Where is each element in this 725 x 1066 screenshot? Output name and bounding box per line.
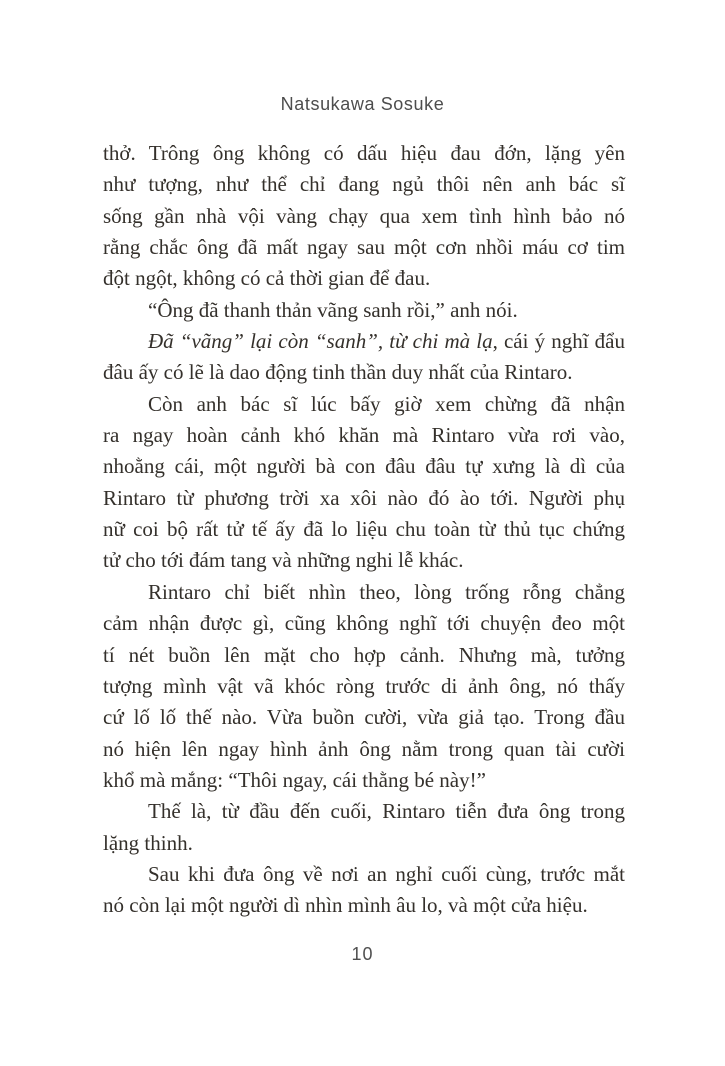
body-text (103, 138, 625, 922)
text-line (103, 577, 625, 608)
text-line (103, 828, 625, 859)
text-segment: Sau khi đưa ông về nơi an nghỉ cuối cùng, trước mắt (148, 861, 625, 886)
text-segment: lặng thinh. (103, 830, 193, 855)
text-segment: Rintaro từ phương trời xa xôi nào đó ào tới. Người phụ (103, 485, 625, 510)
text-line (103, 514, 625, 545)
text-segment: cảm nhận được gì, cũng không nghĩ tới chuyện đeo một (103, 611, 625, 636)
text-line (103, 295, 625, 326)
text-line (103, 483, 625, 514)
text-segment: như tượng, như thể chỉ đang ngủ thôi nên anh bác sĩ (103, 172, 625, 197)
text-segment: “Ông đã thanh thản vãng sanh rồi,” anh nói. (148, 297, 518, 322)
text-segment: khổ mà mắng: “Thôi ngay, cái thằng bé này!” (103, 767, 486, 792)
text-line (103, 640, 625, 671)
text-segment: thở. Trông ông không có dấu hiệu đau đớn, lặng yên (103, 141, 625, 165)
text-segment: nữ coi bộ rất tử tế ấy đã lo liệu chu toàn từ thủ tục chứng (103, 517, 625, 542)
text-line (103, 420, 625, 451)
text-line (103, 389, 625, 420)
text-line (103, 357, 625, 388)
running-header-author: Natsukawa Sosuke (280, 94, 445, 114)
text-line (103, 796, 625, 827)
text-line (103, 890, 625, 921)
text-line (103, 734, 625, 765)
text-line (103, 545, 625, 576)
text-segment: tí nét buồn lên mặt cho hợp cảnh. Nhưng mà, tưởng (103, 642, 625, 667)
text-segment: cứ lố lố thế nào. Vừa buồn cười, vừa giả tạo. Trong đầu (103, 705, 625, 730)
text-line (103, 138, 625, 169)
text-line (103, 671, 625, 702)
text-segment: tử cho tới đám tang và những nghi lễ khác. (103, 548, 464, 573)
text-segment: rằng chắc ông đã mất ngay sau một cơn nhồi máu cơ tim (103, 235, 625, 260)
text-line (103, 263, 625, 294)
text-line (103, 702, 625, 733)
text-line (103, 859, 625, 890)
text-segment: Còn anh bác sĩ lúc bấy giờ xem chừng đã nhận (148, 391, 625, 416)
text-line (103, 169, 625, 200)
text-line (103, 765, 625, 796)
text-segment: đâu ấy có lẽ là dao động tinh thần duy nhất của Rintaro. (103, 360, 573, 385)
page-number: 10 (351, 944, 374, 964)
text-line (103, 451, 625, 482)
text-line (103, 232, 625, 263)
text-line (103, 326, 625, 357)
text-line (103, 608, 625, 639)
text-segment: tượng mình vật vã khóc ròng trước di ảnh ông, nó thấy (103, 673, 625, 698)
text-segment: nó còn lại một người dì nhìn mình âu lo, và một cửa hiệu. (103, 893, 588, 918)
text-segment: sống gần nhà vội vàng chạy qua xem tình hình bảo nó (103, 203, 625, 228)
text-segment: , cái ý nghĩ đẩu (492, 329, 625, 354)
text-segment: đột ngột, không có cả thời gian để đau. (103, 266, 431, 291)
text-segment: nó hiện lên ngay hình ảnh ông nằm trong quan tài cười (103, 736, 625, 761)
text-line (103, 201, 625, 232)
italic-text-segment: Đã “vãng” lại còn “sanh”, từ chi mà lạ (148, 329, 493, 354)
text-segment: ra ngay hoàn cảnh khó khăn mà Rintaro vừa rơi vào, (103, 423, 625, 448)
text-segment: Thế là, từ đầu đến cuối, Rintaro tiễn đưa ông trong (148, 799, 625, 824)
text-segment: Rintaro chỉ biết nhìn theo, lòng trống rỗng chẳng (148, 579, 625, 604)
text-segment: nhoằng cái, một người bà con đâu đâu tự xưng là dì của (103, 454, 625, 479)
